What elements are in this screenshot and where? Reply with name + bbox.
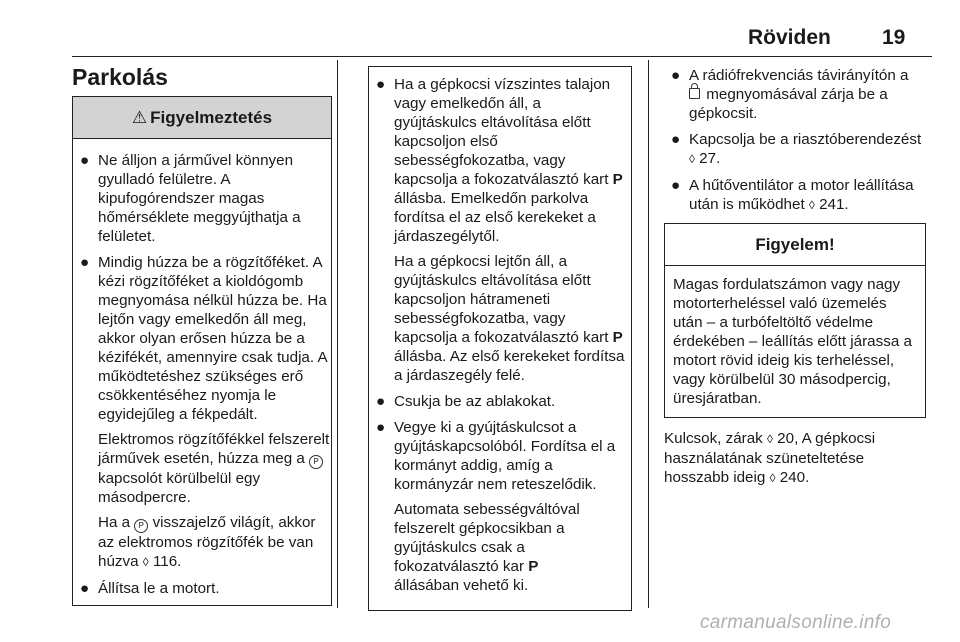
column-divider-1 bbox=[337, 60, 338, 608]
bullet-icon: ● bbox=[80, 152, 90, 169]
warning-box bbox=[72, 96, 332, 606]
page-ref-arrow-icon: ◊ bbox=[689, 152, 695, 166]
page-ref-arrow-icon: ◊ bbox=[767, 432, 773, 446]
warning-box-body bbox=[73, 139, 331, 598]
page-number: 19 bbox=[882, 26, 906, 49]
page-ref-arrow-icon: ◊ bbox=[808, 198, 815, 212]
running-header-title: Röviden bbox=[748, 26, 831, 49]
list-item: ● A hűtőventilátor a motor leállítása után is működhet ◊ 241. bbox=[671, 177, 914, 213]
bullet-icon: ● bbox=[671, 131, 681, 148]
notice-box bbox=[664, 223, 926, 418]
list-item: ● Vegye ki a gyújtáskulcsot a gyújtáskapcsolóból. Fordítsa el a kormányt addig, amíg a kormányzár nem reteszelődik. Automata sebességváltóval felszerelt gépkocsikban a gyújtáskulcs csak a fokozatválasztó kar P állásában vehető ki. bbox=[376, 419, 616, 594]
warning-title: Figyelmeztetés bbox=[150, 108, 273, 127]
list-item: ● Kapcsolja be a riasztóberendezést ◊ 27. bbox=[671, 131, 922, 167]
list-item bbox=[73, 151, 331, 246]
warning-text: Mindig húzza be a rögzítőféket. A kézi rögzítőféket a kioldógomb megnyomása nélkül húzza be. Ha lejtőn vagy emelkedőn áll meg, akkor olyan erősen húzza be a kézifékét, amennyire csak tudja. A működtetéshez szükséges erő csökkentéséhez nyomja le egyidejűleg a fékpedált. bbox=[98, 254, 327, 423]
column-2 bbox=[368, 66, 632, 611]
page-ref-arrow-icon: ◊ bbox=[769, 471, 776, 485]
page-ref-arrow-icon: ◊ bbox=[142, 555, 149, 569]
notice-text: Magas fordulatszámon vagy nagy motorterheléssel való üzemelés után – a turbófeltöltő védelme érdekében – leállítás előtt járassa a motort rövid ideig kis terheléssel, vagy körülbelül 30 másodpercig, üresjáratban. bbox=[673, 276, 912, 407]
list-item: ● Ha a gépkocsi vízszintes talajon vagy emelkedőn áll, a gyújtáskulcs eltávolítása előtt kapcsoljon első sebességfokozatba, vagy kapcsolja a fokozatválasztó kart P állásba. Emelkedőn parkolva fordítsa el az első kerekeket a járdaszegélytől. Ha a gépkocsi lejtőn áll, a gyújtáskulcs eltávolítása előtt kapcsoljon hátrameneti sebességfokozatba, vagy kapcsolja a fokozatválasztó kart P állásba. Az első kerekeket fordítsa a járdaszegély felé. bbox=[376, 76, 625, 384]
bullet-icon: ● bbox=[376, 393, 386, 410]
bullet-icon: ● bbox=[376, 76, 386, 93]
lock-icon bbox=[689, 88, 700, 99]
bullet-icon: ● bbox=[671, 177, 681, 194]
parking-brake-icon: P bbox=[309, 455, 323, 469]
warning-text: Állítsa le a motort. bbox=[98, 580, 220, 597]
header-divider bbox=[72, 56, 932, 57]
warning-text: Ha a P visszajelző világít, akkor az elektromos rögzítőfék be van húzva ◊ 116. bbox=[98, 514, 316, 570]
parking-brake-icon: P bbox=[134, 519, 148, 533]
list-item bbox=[73, 253, 331, 572]
bullet-icon: ● bbox=[376, 419, 386, 436]
watermark-footer: carmanualsonline.info bbox=[700, 612, 892, 633]
bullet-icon: ● bbox=[80, 254, 90, 271]
instructions-box bbox=[368, 66, 632, 611]
section-title: Parkolás bbox=[72, 64, 168, 90]
warning-box-header bbox=[73, 97, 331, 139]
bullet-icon: ● bbox=[80, 580, 90, 597]
column-3 bbox=[664, 66, 926, 494]
column-divider-2 bbox=[648, 60, 649, 608]
list-item bbox=[73, 579, 331, 598]
list-item: ● A rádiófrekvenciás távirányítón a megnyomásával zárja be a gépkocsit. bbox=[671, 67, 909, 122]
notice-box-header: Figyelem! bbox=[665, 224, 925, 266]
list-item: ● Csukja be az ablakokat. bbox=[376, 393, 556, 410]
warning-triangle-icon: ⚠ bbox=[131, 108, 148, 127]
column-1 bbox=[72, 96, 332, 606]
bullet-icon: ● bbox=[671, 67, 681, 84]
cross-reference-paragraph: Kulcsok, zárak ◊ 20, A gépkocsi használatának szüneteltetése hosszabb ideig ◊ 240. bbox=[664, 430, 876, 486]
warning-text: Elektromos rögzítőfékkel felszerelt járművek esetén, húzza meg a P kapcsolót körülbelül egy másodpercre. bbox=[98, 431, 330, 506]
warning-text: Ne álljon a járművel könnyen gyulladó felületre. A kipufogórendszer magas hőmérséklete meggyújthatja a felületet. bbox=[98, 152, 301, 245]
